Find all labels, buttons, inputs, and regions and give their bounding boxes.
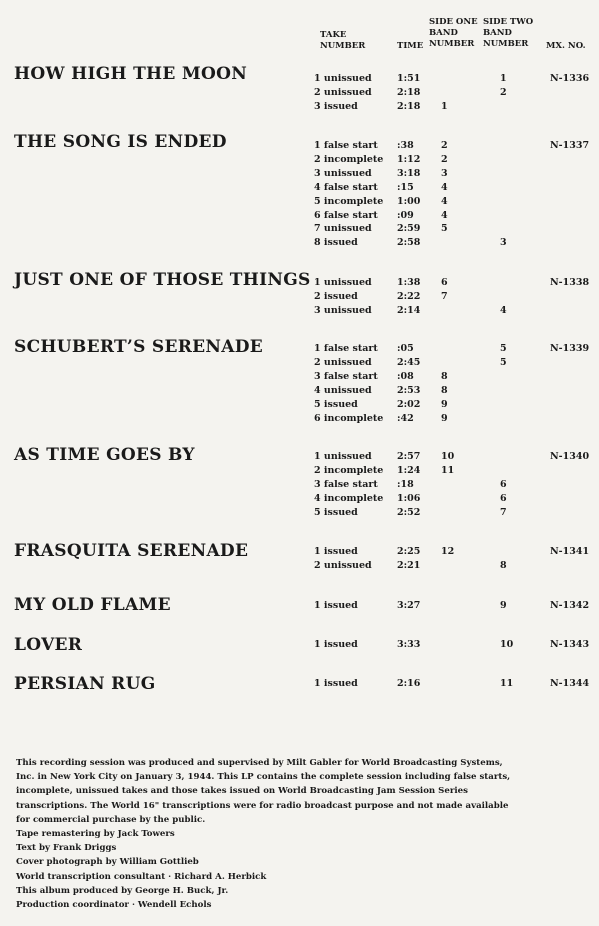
take-take-cell: 6 incomplete <box>314 412 384 424</box>
take-s1-cell: 3 <box>441 167 448 179</box>
take-s1-cell: 6 <box>441 277 448 288</box>
take-s1-cell: 1 <box>441 100 448 112</box>
take-take-cell: 4 incomplete <box>314 492 384 504</box>
take-row <box>0 357 599 371</box>
take-time-cell: :09 <box>397 209 414 221</box>
take-time-cell: 2:22 <box>397 290 421 302</box>
take-row <box>0 237 599 251</box>
take-s2-cell: 8 <box>500 559 507 571</box>
take-time-cell: 3:27 <box>397 600 421 611</box>
take-row <box>0 154 599 168</box>
take-row <box>0 479 599 493</box>
take-time-cell: 1:38 <box>397 277 421 288</box>
take-row <box>0 140 599 154</box>
take-row <box>0 493 599 507</box>
take-s2-cell: 6 <box>500 478 507 490</box>
take-take-cell: 2 issued <box>314 290 358 302</box>
take-time-cell: 1:51 <box>397 73 421 84</box>
take-time-cell: 1:06 <box>397 492 421 504</box>
credit-line: Production coordinator · Wendell Echols <box>16 900 212 911</box>
take-time-cell: :42 <box>397 412 414 424</box>
take-row <box>0 291 599 305</box>
take-s1-cell: 2 <box>441 153 448 165</box>
take-take-cell: 3 false start <box>314 478 378 490</box>
take-row <box>0 371 599 385</box>
take-mx-cell: N-1343 <box>550 639 590 650</box>
take-s1-cell: 10 <box>441 451 455 462</box>
take-row <box>0 277 599 291</box>
session-description: This recording session was produced and supervised by Milt Gabler for World Broadcasting Systems, Inc. in New York City on January 3, 1944. This LP contains the complete session including false starts, incomplete, unissued takes and those takes issued on World Broadcasting Jam Session Series transcriptions. The World 16" transcriptions were for radio broadcast purpose and not made available for commercial purchase by the public. <box>16 758 511 825</box>
side-one-header <box>429 17 478 50</box>
take-mx-cell: N-1337 <box>550 140 590 151</box>
take-time-cell: 2:18 <box>397 86 421 98</box>
liner-notes <box>16 756 516 912</box>
take-s2-cell: 10 <box>500 639 514 650</box>
take-row <box>0 196 599 210</box>
header-line: BAND <box>429 28 458 38</box>
take-take-cell: 1 unissued <box>314 451 372 462</box>
take-s1-cell: 5 <box>441 223 448 235</box>
song-title: HOW HIGH THE MOON <box>14 64 248 84</box>
take-mx-cell: N-1338 <box>550 277 590 288</box>
header-line: SIDE TWO <box>483 17 534 27</box>
take-take-cell: 6 false start <box>314 209 378 221</box>
take-take-cell: 3 issued <box>314 100 358 112</box>
take-take-cell: 2 unissued <box>314 356 372 368</box>
take-row <box>0 413 599 427</box>
take-row <box>0 465 599 479</box>
take-take-cell: 1 unissued <box>314 73 372 84</box>
take-row <box>0 678 599 692</box>
take-time-cell: 1:00 <box>397 195 421 207</box>
take-row <box>0 73 599 87</box>
header-line: SIDE ONE <box>429 17 478 27</box>
take-take-cell: 1 issued <box>314 678 358 689</box>
take-time-cell: :05 <box>397 343 414 354</box>
take-take-cell: 1 issued <box>314 546 358 557</box>
take-take-cell: 2 incomplete <box>314 153 384 165</box>
take-s2-cell: 7 <box>500 506 507 518</box>
take-s2-cell: 4 <box>500 304 507 316</box>
take-s1-cell: 12 <box>441 546 455 557</box>
take-mx-cell: N-1342 <box>550 600 590 611</box>
take-s1-cell: 8 <box>441 384 448 396</box>
take-s2-cell: 5 <box>500 356 507 368</box>
credit-line: Text by Frank Driggs <box>16 843 117 854</box>
take-time-cell: 2:14 <box>397 304 421 316</box>
take-time-cell: 1:12 <box>397 153 421 165</box>
song-title: PERSIAN RUG <box>14 674 156 694</box>
header-line: NUMBER <box>429 39 475 49</box>
song-title: JUST ONE OF THOSE THINGS <box>14 270 311 290</box>
mx-number-header: MX. NO. <box>546 41 586 51</box>
take-time-cell: :15 <box>397 181 414 193</box>
header-line: NUMBER <box>483 39 529 49</box>
take-mx-cell: N-1339 <box>550 343 590 354</box>
take-take-cell: 2 unissued <box>314 86 372 98</box>
side-two-header <box>483 17 533 50</box>
take-row <box>0 343 599 357</box>
take-s1-cell: 7 <box>441 290 448 302</box>
take-s2-cell: 9 <box>500 600 507 611</box>
take-time-cell: 3:33 <box>397 639 421 650</box>
take-time-cell: :38 <box>397 140 414 151</box>
take-s1-cell: 11 <box>441 464 455 476</box>
take-time-cell: 2:59 <box>397 223 421 235</box>
take-take-cell: 4 false start <box>314 181 378 193</box>
take-take-cell: 1 unissued <box>314 277 372 288</box>
take-s2-cell: 6 <box>500 492 507 504</box>
take-take-cell: 8 issued <box>314 237 358 249</box>
take-time-cell: 2:21 <box>397 559 421 571</box>
take-take-cell: 5 issued <box>314 506 358 518</box>
take-row <box>0 600 599 614</box>
take-row <box>0 168 599 182</box>
take-time-cell: 3:18 <box>397 167 421 179</box>
take-s2-cell: 11 <box>500 678 514 689</box>
take-s1-cell: 8 <box>441 370 448 382</box>
take-s2-cell: 5 <box>500 343 507 354</box>
take-take-cell: 3 false start <box>314 370 378 382</box>
take-time-cell: 2:18 <box>397 100 421 112</box>
song-title: SCHUBERT’S SERENADE <box>14 337 264 357</box>
credit-line: World transcription consultant · Richard A. Herbick <box>16 871 267 882</box>
header-line: BAND <box>483 28 512 38</box>
take-row <box>0 451 599 465</box>
header-line: NUMBER <box>320 41 366 51</box>
take-s2-cell: 1 <box>500 73 507 84</box>
take-row <box>0 560 599 574</box>
song-title: FRASQUITA SERENADE <box>14 541 249 561</box>
take-take-cell: 7 unissued <box>314 223 372 235</box>
take-row <box>0 223 599 237</box>
song-title: LOVER <box>14 635 83 655</box>
take-s1-cell: 4 <box>441 181 448 193</box>
take-take-cell: 4 unissued <box>314 384 372 396</box>
take-time-cell: 2:52 <box>397 506 421 518</box>
take-row <box>0 639 599 653</box>
song-title: THE SONG IS ENDED <box>14 132 227 152</box>
take-s2-cell: 3 <box>500 237 507 249</box>
song-title: AS TIME GOES BY <box>14 445 195 465</box>
take-take-cell: 1 issued <box>314 600 358 611</box>
take-take-cell: 5 issued <box>314 398 358 410</box>
take-row <box>0 87 599 101</box>
take-take-cell: 1 false start <box>314 140 378 151</box>
take-time-cell: 2:16 <box>397 678 421 689</box>
take-row <box>0 399 599 413</box>
take-time-cell: 2:02 <box>397 398 421 410</box>
take-time-cell: 2:45 <box>397 356 421 368</box>
take-s1-cell: 4 <box>441 195 448 207</box>
credit-line: This album produced by George H. Buck, Jr. <box>16 885 229 896</box>
take-take-cell: 3 unissued <box>314 304 372 316</box>
credit-line: Cover photograph by William Gottlieb <box>16 857 199 868</box>
song-title: MY OLD FLAME <box>14 595 171 615</box>
take-mx-cell: N-1340 <box>550 451 590 462</box>
take-time-cell: :08 <box>397 370 414 382</box>
take-row <box>0 507 599 521</box>
take-take-cell: 1 issued <box>314 639 358 650</box>
take-time-cell: :18 <box>397 478 414 490</box>
take-take-cell: 3 unissued <box>314 167 372 179</box>
take-row <box>0 101 599 115</box>
take-time-cell: 2:53 <box>397 384 421 396</box>
take-row <box>0 305 599 319</box>
header-line: TAKE <box>320 30 347 40</box>
take-take-cell: 2 unissued <box>314 559 372 571</box>
take-time-cell: 2:58 <box>397 237 421 249</box>
take-s1-cell: 4 <box>441 209 448 221</box>
take-time-cell: 1:24 <box>397 464 421 476</box>
take-row <box>0 546 599 560</box>
credit-line: Tape remastering by Jack Towers <box>16 829 175 840</box>
take-row <box>0 385 599 399</box>
take-s1-cell: 2 <box>441 140 448 151</box>
take-time-cell: 2:25 <box>397 546 421 557</box>
take-row <box>0 182 599 196</box>
take-time-cell: 2:57 <box>397 451 421 462</box>
take-mx-cell: N-1341 <box>550 546 590 557</box>
time-header: TIME <box>397 41 424 51</box>
take-row <box>0 210 599 224</box>
take-take-cell: 1 false start <box>314 343 378 354</box>
take-mx-cell: N-1336 <box>550 73 590 84</box>
take-s1-cell: 9 <box>441 398 448 410</box>
take-number-header <box>320 30 365 52</box>
take-mx-cell: N-1344 <box>550 678 590 689</box>
take-take-cell: 5 incomplete <box>314 195 384 207</box>
take-s1-cell: 9 <box>441 412 448 424</box>
take-take-cell: 2 incomplete <box>314 464 384 476</box>
take-s2-cell: 2 <box>500 86 507 98</box>
